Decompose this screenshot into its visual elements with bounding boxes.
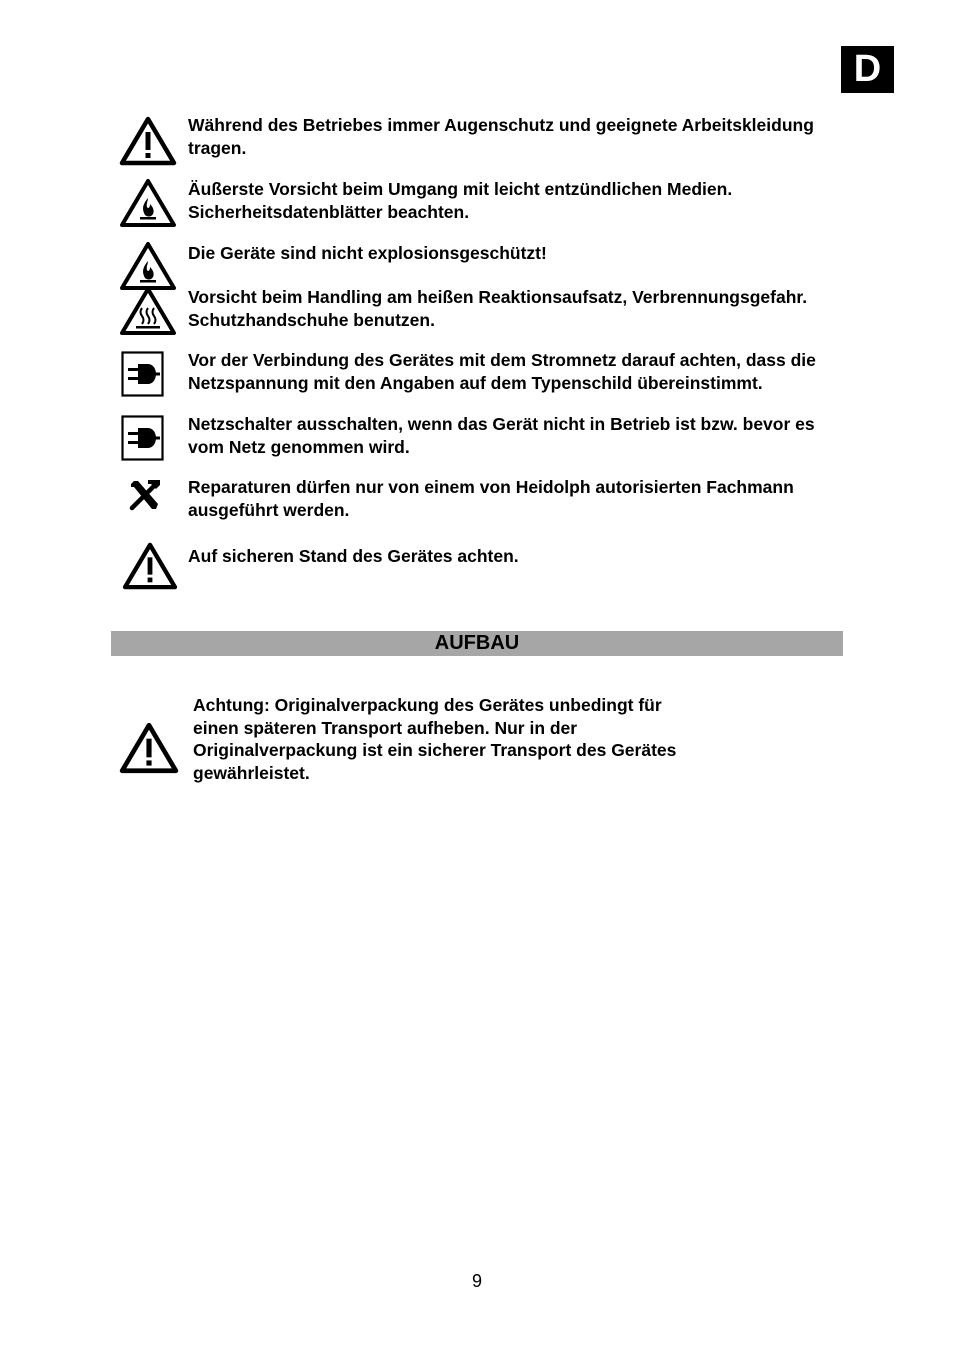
safety-text: Während des Betriebes immer Augenschutz und geeignete Arbeitskleidung tragen. <box>188 115 814 158</box>
safety-text: Auf sicheren Stand des Gerätes achten. <box>188 546 519 566</box>
flammable-icon <box>119 241 177 291</box>
safety-text: Vor der Verbindung des Gerätes mit dem Stromnetz darauf achten, dass die Netzspannung mit den Angaben auf dem Typenschild übereinstimmt. <box>188 350 816 393</box>
page-number: 9 <box>471 1271 482 1291</box>
safety-text: Die Geräte sind nicht explosionsgeschützt! <box>188 243 547 263</box>
language-badge: D <box>841 46 894 93</box>
section-note-text: Achtung: Originalverpackung des Gerätes unbedingt für einen späteren Transport aufheben. Nur in der Originalverpackung ist ein sicherer Transport des Gerätes gewährleistet. <box>193 695 677 783</box>
power-plug-icon <box>121 415 164 461</box>
safety-text: Vorsicht beim Handling am heißen Reaktionsaufsatz, Verbrennungsgefahr. Schutzhandschuhe benutzen. <box>188 287 808 330</box>
warning-triangle-icon <box>119 720 179 776</box>
warning-triangle-icon <box>122 542 178 590</box>
safety-text: Äußerste Vorsicht beim Umgang mit leicht entzündlichen Medien. Sicherheitsdatenblätter beachten. <box>188 179 733 222</box>
tools-icon <box>126 476 164 514</box>
power-plug-icon <box>121 351 164 397</box>
warning-triangle-icon <box>119 116 177 166</box>
section-heading: AUFBAU <box>111 631 843 656</box>
flammable-icon <box>119 178 177 228</box>
safety-text: Reparaturen dürfen nur von einem von Heidolph autorisierten Fachmann ausgeführt werden. <box>188 477 794 520</box>
hot-surface-icon <box>119 286 177 336</box>
safety-text: Netzschalter ausschalten, wenn das Gerät nicht in Betrieb ist bzw. bevor es vom Netz genommen wird. <box>188 414 815 457</box>
